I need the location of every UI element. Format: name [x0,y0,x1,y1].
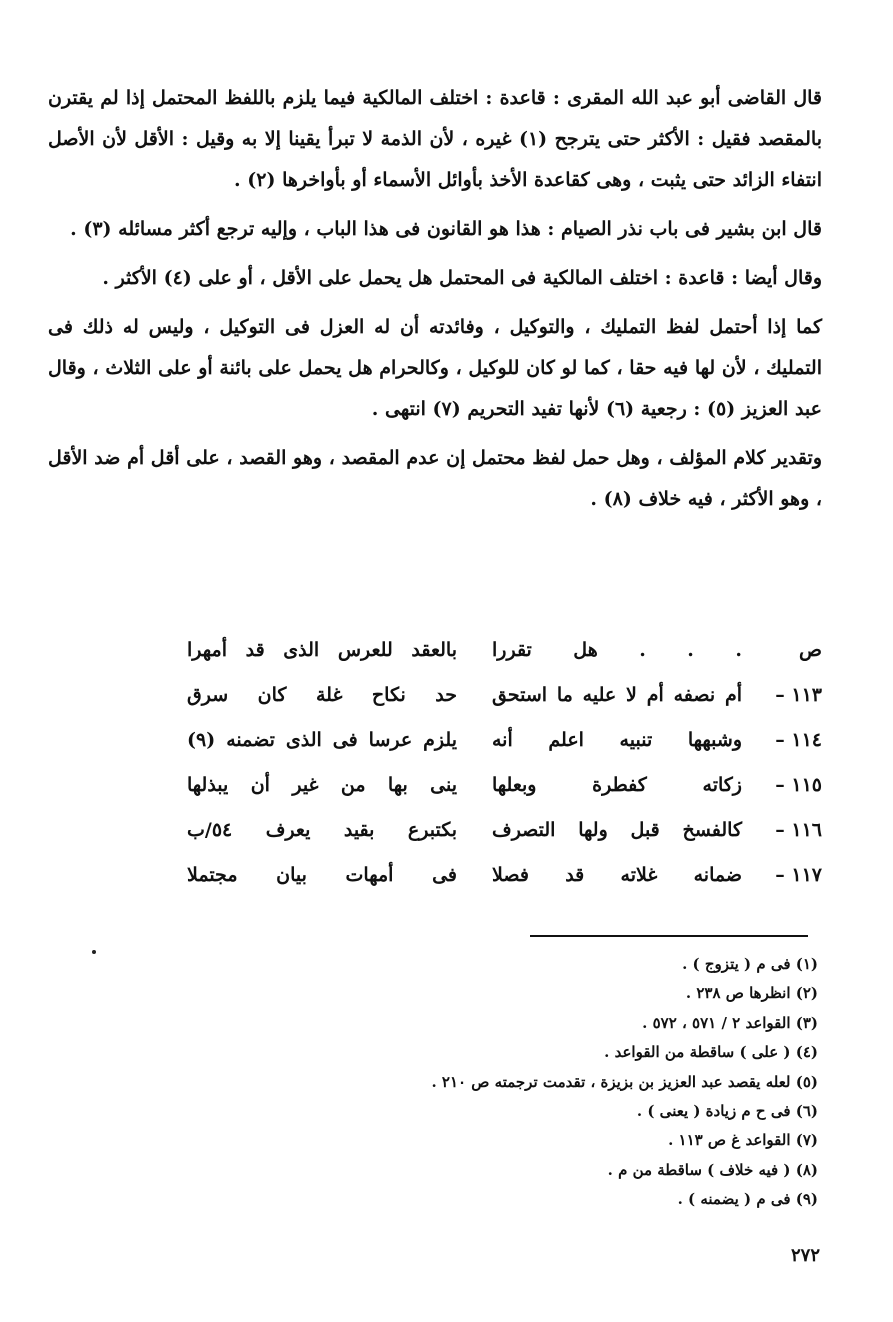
footnotes [300,950,818,1215]
footnote: (٢) انظرها ص ٢٣٨ . [685,984,818,1003]
footnote: (٨) ( فيه خلاف ) ساقطة من م . [607,1160,818,1179]
footnote-divider [530,935,808,937]
footnote: (٩) فى م ( يضمنه ) . [677,1190,818,1209]
verse-line [48,628,822,673]
verse-second-hemistich: بالعقد للعرس الذى قد أمهرا [187,639,457,661]
verse-first-hemistich: أم نصفه أم لا عليه ما استحق [492,684,742,706]
verse-second-hemistich: ينى بها من غير أن يبذلها [187,774,457,796]
verse-second-hemistich: بكتبرع بقيد يعرف ٥٤/ب [187,819,457,841]
verse-line [48,673,822,718]
verse-first-hemistich: زكاته كفطرة وبعلها [492,774,742,796]
verse-second-hemistich: فى أمهات بيان مجتملا [187,864,457,886]
verse-number: ١١٧ – [775,864,822,886]
verse-first-hemistich: كالفسخ قبل ولها التصرف [492,819,742,841]
verse-line [48,763,822,808]
footnote: (٦) فى ح م زيادة ( يعنى ) . [636,1102,818,1121]
paragraph-2: قال ابن بشير فى باب نذر الصيام : هذا هو القانون فى هذا الباب ، وإليه ترجع أكثر مسائله (٣) . [70,218,822,240]
page-number: ٢٧٢ [790,1245,820,1266]
footnote: (٤) ( على ) ساقطة من القواعد . [604,1043,818,1062]
verse-number: ١١٦ – [775,819,822,841]
footnote: (١) فى م ( يتزوج ) . [682,955,818,973]
verse-number: ١١٣ – [775,684,822,706]
footnote: (٣) القواعد ٢ / ٥٧١ ، ٥٧٢ . [642,1013,818,1032]
scan-speck [92,950,96,954]
verse-block [48,628,822,898]
paragraph-3: وقال أيضا : قاعدة : اختلف المالكية فى المحتمل هل يحمل على الأقل ، أو على (٤) الأكثر . [102,267,822,289]
paragraph-5: وتقدير كلام المؤلف ، وهل حمل لفظ محتمل إن عدم المقصد ، وهو القصد ، على أقل أم ضد الأقل ، وهو الأكثر ، فيه خلاف (٨) . [48,447,822,510]
margin-mark: ص [799,639,822,661]
verse-line [48,808,822,853]
footnote: (٧) القواعد غ ص ١١٣ . [668,1131,818,1150]
verse-second-hemistich: حد نكاح غلة كان سرق [187,684,457,706]
verse-first-hemistich: ضمانه غلاته قد فصلا [492,864,742,886]
verse-line [48,853,822,898]
verse-number: ١١٥ – [775,774,822,796]
verse-first-hemistich: . . . هل تقررا [492,639,742,661]
footnote: (٥) لعله يقصد عبد العزيز بن بزيزة ، تقدمت ترجمته ص ٢١٠ . [431,1072,818,1091]
main-text [48,78,822,528]
paragraph-4: كما إذا أحتمل لفظ التمليك ، والتوكيل ، وفائدته أن له العزل فى التوكيل ، وليس له ذلك فى التمليك ، لأن لها فيه حقا ، كما لو كان للوكيل ، وكالحرام هل يحمل على بائنة أو على الثلاث ، وقال عبد العزيز (٥) : رجعية (٦) لأنها تفيد التحريم (٧) انتهى . [48,316,822,420]
verse-line [48,718,822,763]
verse-first-hemistich: وشبهها تنبيه اعلم أنه [492,729,742,751]
verse-second-hemistich: يلزم عرسا فى الذى تضمنه (٩) [187,729,457,751]
verse-number: ١١٤ – [775,729,822,751]
paragraph-1: قال القاضى أبو عبد الله المقرى : قاعدة : اختلف المالكية فيما يلزم باللفظ المحتمل إذا لم يقترن بالمقصد فقيل : الأكثر حتى يترجح (١) غيره ، لأن الذمة لا تبرأ يقينا إلا به وقيل : الأقل لأن الأصل انتفاء الزائد حتى يثبت ، وهى كقاعدة الأخذ بأوائل الأسماء أو بأواخرها (٢) . [48,87,822,191]
